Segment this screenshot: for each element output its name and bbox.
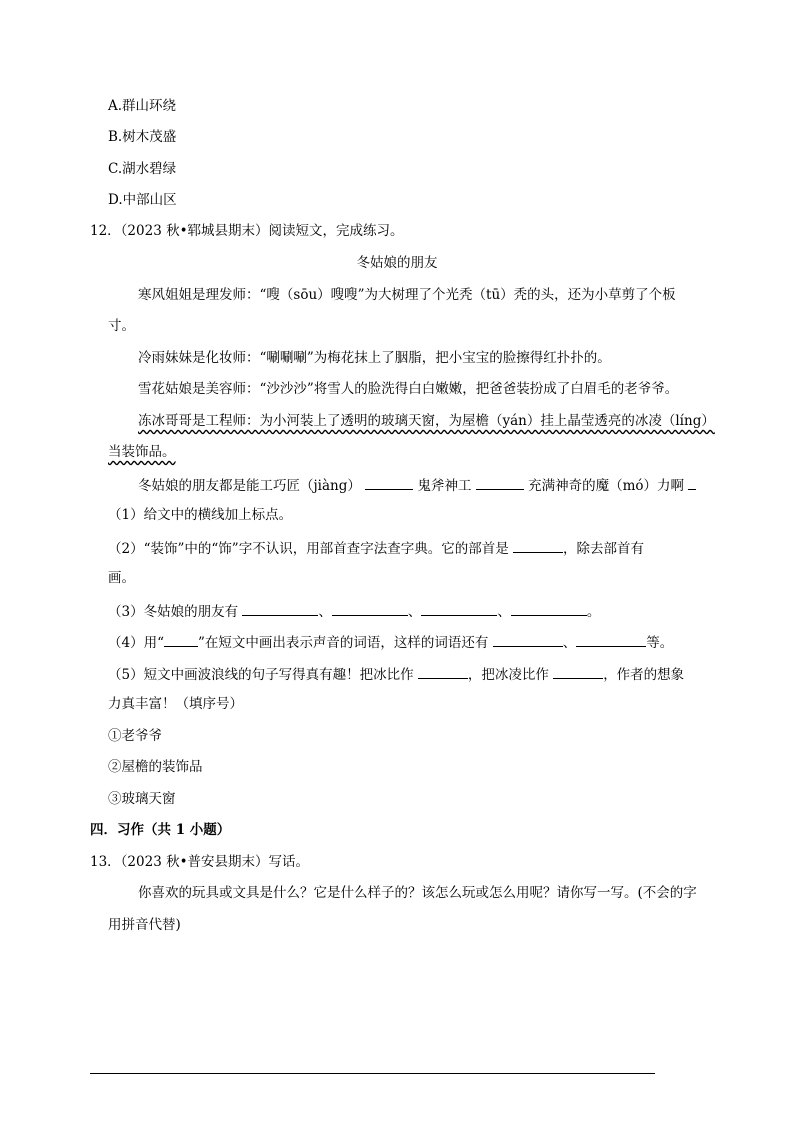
question-12-header: 12．（2023 秋•郓城县期末）阅读短文，完成练习。 bbox=[90, 223, 404, 239]
friend-blank-1[interactable] bbox=[242, 601, 318, 616]
ice-compare-blank[interactable] bbox=[418, 664, 468, 679]
passage-paragraph-1: 寒风姐姐是理发师：“嗖（sōu）嗖嗖”为大树理了个光秃（tū）秃的头，还为小草剪了个板 bbox=[138, 287, 676, 303]
radical-answer-blank[interactable] bbox=[513, 538, 563, 553]
punctuation-blank-1[interactable] bbox=[365, 475, 413, 490]
footer-rule bbox=[90, 1073, 655, 1074]
sub-question-1: （1）给文中的横线加上标点。 bbox=[108, 507, 293, 523]
passage-title: 冬姑娘的朋友 bbox=[356, 255, 438, 271]
option-a: A.群山环绕 bbox=[108, 98, 177, 114]
punctuation-blank-2[interactable] bbox=[476, 475, 524, 490]
passage-paragraph-2: 冷雨妹妹是化妆师：“唰唰唰”为梅花抹上了胭脂，把小宝宝的脸擦得红扑扑的。 bbox=[138, 350, 611, 366]
passage-paragraph-4: 冻冰哥哥是工程师：为小河装上了透明的玻璃天窗，为屋檐（yán）挂上晶莹透亮的冰凌（líng） bbox=[138, 413, 715, 429]
sub-question-5-cont: 力真丰富！（填序号） bbox=[108, 696, 243, 712]
option-b: B.树木茂盛 bbox=[108, 129, 177, 145]
passage-paragraph-4-cont: 当装饰品。 bbox=[108, 444, 176, 460]
option-d: D.中部山区 bbox=[108, 192, 177, 208]
choice-1: ①老爷爷 bbox=[108, 728, 162, 744]
writing-prompt-cont: 用拼音代替) bbox=[108, 917, 181, 933]
sub-question-2-cont: 画。 bbox=[108, 570, 135, 586]
mark-symbol-blank[interactable] bbox=[164, 632, 198, 647]
sound-word-blank-2[interactable] bbox=[576, 632, 646, 647]
friend-blank-4[interactable] bbox=[511, 601, 587, 616]
friend-blank-3[interactable] bbox=[421, 601, 497, 616]
sub-question-4: （4）用“ ”在短文中画出表示声音的词语，这样的词语还有 、 等。 bbox=[108, 632, 673, 652]
sub-question-5: （5）短文中画波浪线的句子写得真有趣！把冰比作 ，把冰凌比作 ，作者的想象 bbox=[108, 664, 684, 684]
friend-blank-2[interactable] bbox=[332, 601, 408, 616]
writing-prompt: 你喜欢的玩具或文具是什么？它是什么样子的？该怎么玩或怎么用呢？请你写一写。(不会的字 bbox=[138, 885, 697, 901]
sub-question-2: （2）“装饰”中的“饰”字不认识，用部首查字法查字典。它的部首是 ，除去部首有 bbox=[108, 538, 644, 558]
sub-question-3: （3）冬姑娘的朋友有 、 、 、 。 bbox=[108, 601, 600, 621]
passage-paragraph-5: 冬姑娘的朋友都是能工巧匠（jiàng） 鬼斧神工 充满神奇的魔（mó）力啊 bbox=[138, 475, 696, 495]
question-13-header: 13．（2023 秋•普安县期末）写话。 bbox=[90, 854, 310, 870]
choice-3: ③玻璃天窗 bbox=[108, 791, 176, 807]
option-c: C.湖水碧绿 bbox=[108, 161, 177, 177]
choice-2: ②屋檐的装饰品 bbox=[108, 759, 203, 775]
sound-word-blank-1[interactable] bbox=[493, 632, 563, 647]
section-4-heading: 四．习作（共 1 小题） bbox=[90, 822, 231, 838]
passage-paragraph-3: 雪花姑娘是美容师：“沙沙沙”将雪人的脸洗得白白嫩嫩，把爸爸装扮成了白眉毛的老爷爷。 bbox=[138, 381, 679, 397]
passage-paragraph-1-cont: 寸。 bbox=[108, 318, 135, 334]
punctuation-blank-3[interactable] bbox=[688, 475, 696, 490]
icicle-compare-blank[interactable] bbox=[553, 664, 603, 679]
